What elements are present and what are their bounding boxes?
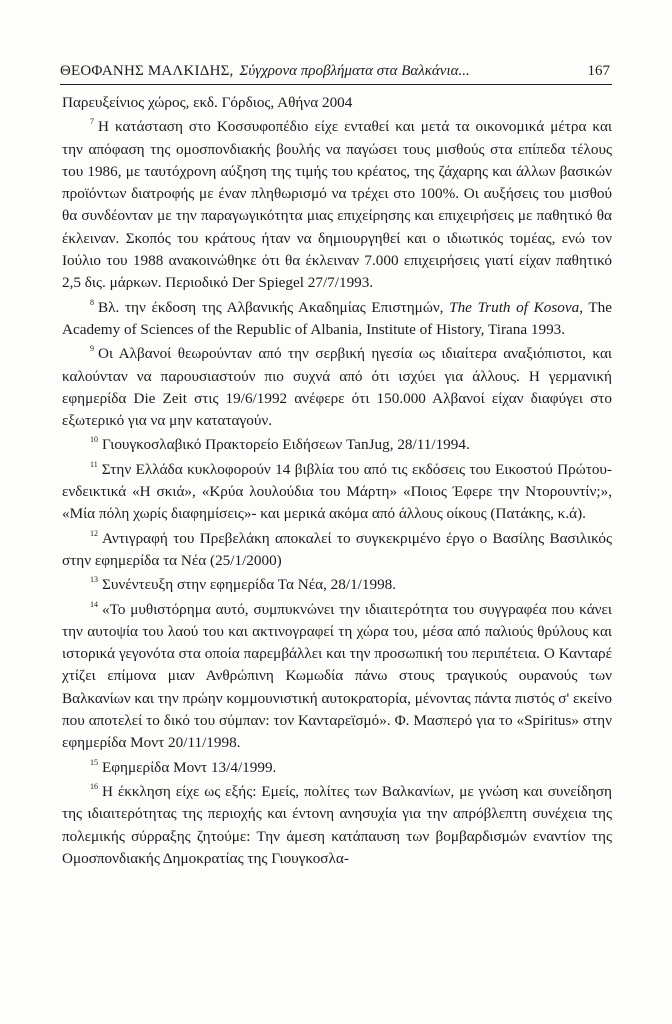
footnote-continuation: Παρευξείνιος χώρος, εκδ. Γόρδιος, Αθήνα 2004 xyxy=(62,94,353,111)
footnote-8 xyxy=(62,297,612,342)
footnote-text: Συνέντευξη στην εφημερίδα Τα Νέα, 28/1/1998. xyxy=(102,576,397,594)
footnote-number: 15 xyxy=(90,757,98,767)
footnote-text: , The Academy of Sciences of the Republic of Albania, Institute of History, Tirana 1993. xyxy=(62,298,612,338)
footnote-14 xyxy=(62,599,612,755)
footnote-text: Γιουγκοσλαβικό Πρακτορείο Ειδήσεων TanJug, 28/11/1994. xyxy=(102,436,470,454)
footnote-text: Οι Αλβανοί θεωρούνταν από την σερβική ηγεσία ως ιδιαίτερα αναξιόπιστοι, και καλούνταν να παρουσιαστούν πιο συχνά από ότι ισχύει για άλλους. Η γερμανική εφημερίδα Die Zeit στις 19/6/1992 ανέφερε ότι 150.000 Αλβανοί είχαν διαφύγει στο εξωτερικό για να μην καταταγούν. xyxy=(62,345,612,430)
footnote-text: Εφημερίδα Μοντ 13/4/1999. xyxy=(102,758,277,776)
footnote-text: Στην Ελλάδα κυκλοφορούν 14 βιβλία του από τις εκδόσεις του Εικοστού Πρώτου- ενδεικτικά «Η σκιά», «Κρύα λουλούδια του Μάρτη» «Ποιος Έφερε την Ντορουντίν;», «Μία πόλη χωρίς διαφημίσεις»- και μερικά ακόμα από άλλους οίκους (Πατάκης, κ.ά). xyxy=(62,460,612,523)
header-author: ΘΕΟΦΑΝΗΣ ΜΑΛΚΙΔΗΣ, xyxy=(60,63,234,79)
footnote-15 xyxy=(62,757,612,779)
footnote-number: 13 xyxy=(90,575,98,585)
footnote-text: «Το μυθιστόρημα αυτό, συμπυκνώνει την ιδιαιτερότητα του συγγραφέα που κάνει την αυτοψία του λαού του και ακτινογραφεί τη χώρα του, μέσα από παλιούς θρύλους και ιστορικά γεγονότα στα οποία παρεμβάλλει και την προσωπική του περιπέτεια. Ο Κανταρέ χτίζει επίμονα μιαν Ανθρώπινη Κωμωδία πάνω στους τραγικούς ουρανούς των Βαλκανίων και την πρώην κομμουνιστική αυτοκρατορία, μένοντας πάντα πιστός σ' εκείνο που αποτελεί το δικό του σύμπαν: τον Κανταρεϊσμό». Φ. Μασπερό για το «Spiritus» στην εφημερίδα Μοντ 20/11/1998. xyxy=(62,600,612,752)
footnotes-body xyxy=(62,92,612,870)
footnote-10 xyxy=(62,434,612,456)
page-number: 167 xyxy=(587,63,610,79)
footnote-book-title: The Truth of Kosova xyxy=(449,298,580,316)
header-title: Σύγχρονα προβλήματα στα Βαλκάνια... xyxy=(239,63,470,79)
running-header xyxy=(60,60,612,85)
footnote-11 xyxy=(62,459,612,526)
footnote-text: Βλ. την έκδοση της Αλβανικής Ακαδημίας Επιστημών, xyxy=(98,298,450,316)
footnote-number: 8 xyxy=(90,297,94,307)
footnote-number: 10 xyxy=(90,435,98,445)
footnote-13 xyxy=(62,574,612,596)
footnote-text: Η έκκληση είχε ως εξής: Εμείς, πολίτες των Βαλκανίων, με γνώση και συνείδηση της ιδιαιτερότητας της περιοχής και έντονη ανησυχία για την απρόβλεπτη συνέχεια της πολεμικής σύρραξης ζητούμε: Την άμεση κατάπαυση των βομβαρδισμών εναντίον της Ομοσπονδιακής Δημοκρατίας της Γιουγκοσλα- xyxy=(62,782,612,867)
footnote-number: 16 xyxy=(90,781,98,791)
footnote-number: 9 xyxy=(90,344,94,354)
footnote-number: 14 xyxy=(90,599,98,609)
footnote-7 xyxy=(62,116,612,294)
footnote-number: 7 xyxy=(90,117,94,127)
footnote-number: 12 xyxy=(90,528,98,538)
footnote-text: Η κατάσταση στο Κοσσυφοπέδιο είχε ενταθεί και μετά τα οικονομικά μέτρα και την απόφαση της ομοσπονδιακής βουλής να παγώσει τους μισθούς στα επίπεδα τέλους του 1986, με ταυτόχρονη αύξηση της τιμής του κρέατος, της ζάχαρης και άλλων βασικών προϊόντων διατροφής με έναν πληθωρισμό να τρέχει στο 100%. Οι αυξήσεις του μισθού θα συνδέονταν με την παραγωγικότητα μιας επιχείρησης και επιχειρήσεις με παθητικό θα έκλειναν. Σκοπός του κράτους ήταν να δημιουργηθεί και ο ιδιωτικός τομέας, ενώ τον Ιούλιο του 1988 ανακοινώθηκε ότι θα έκλειναν 7.000 επιχειρήσεις γιατί είχαν παθητικό 2,5 δις. μάρκων. Περιοδικό Der Spiegel 27/7/1993. xyxy=(62,118,612,292)
footnote-16 xyxy=(62,781,612,870)
footnote-number: 11 xyxy=(90,459,98,469)
footnote-9 xyxy=(62,343,612,432)
footnote-text: Αντιγραφή του Πρεβελάκη αποκαλεί το συγκεκριμένο έργο ο Βασίλης Βασιλικός στην εφημερίδα τα Νέα (25/1/2000) xyxy=(62,529,612,569)
footnote-12 xyxy=(62,528,612,573)
